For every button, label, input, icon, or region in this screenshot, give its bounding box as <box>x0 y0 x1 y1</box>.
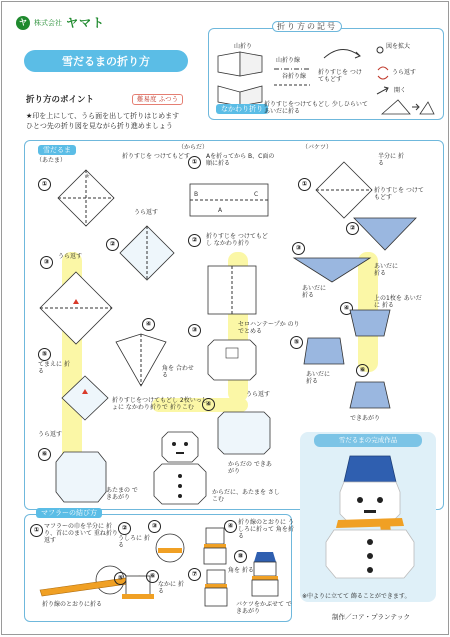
head-step-2-diagram <box>118 224 176 282</box>
company-name: ヤマト <box>66 16 106 30</box>
head-step-2-number: ② <box>106 238 119 251</box>
body-step-3-text: セロハンテープか のりでとめる <box>238 321 300 335</box>
crease-arrow-icon <box>322 42 362 62</box>
bucket-finished-diagram <box>348 380 392 410</box>
scarf-step-1-text: マフラーの巾を半分に 折り、首にのまいて 重ね折り返す <box>44 523 118 544</box>
head-step-1-text: 折りすじを つけてもどす <box>122 153 190 160</box>
head-step-2-text: うら返す <box>134 209 159 216</box>
scarf-step-7-text: 角を 折る <box>228 567 254 574</box>
turn-over-icon <box>376 66 390 80</box>
svg-text:★: ★ <box>84 172 91 180</box>
legend-open: 開く <box>394 87 407 94</box>
bucket-step-2-text: 折りすじを つけてもどす <box>374 187 424 201</box>
legend-mountain-fold: 山折り <box>234 43 253 50</box>
scarf-step-3-number: ③ <box>148 520 161 533</box>
head-step-4-number: ④ <box>142 318 155 331</box>
section-main: 雪だるま <box>38 145 76 155</box>
logo-mark-icon: ヤ <box>16 16 30 30</box>
legend-valley-line: 谷折り線 <box>282 73 307 80</box>
assembled-snowman-diagram <box>152 430 208 506</box>
scarf-step-7-number: ⑦ <box>188 568 201 581</box>
head-step-5-number: ⑤ <box>38 348 51 361</box>
body-label-b: B <box>194 191 199 198</box>
body-step-1-number: ① <box>188 156 201 169</box>
bucket-step-4-text: 上の1枚を あいだに 折る <box>374 295 422 309</box>
scarf-step-2-text: うしろに 折る <box>118 535 150 549</box>
company-logo <box>16 14 105 31</box>
instruction-sheet <box>1 1 449 635</box>
legend-enlarge: 図を拡大 <box>386 43 411 50</box>
section-body: （からだ） <box>178 144 209 151</box>
body-step-1-text: Aを折ってから B、C面の順に折る <box>206 153 275 167</box>
bucket-step-1-diagram <box>314 160 374 220</box>
point-line-2: ひとつ先の折り図を見ながら折り進めましょう <box>26 122 173 130</box>
scarf-step-6-text: なかに 折る <box>158 581 184 595</box>
body-step-1-diagram <box>188 182 270 218</box>
scarf-step-8-number: ⑧ <box>234 550 247 563</box>
assemble-text: からだに、あたまを さしこむ <box>212 489 280 503</box>
enlarge-icon <box>376 46 384 54</box>
photo-title: 雪だるまの完成作品 <box>314 434 422 447</box>
scarf-step-1-number: ① <box>30 524 43 537</box>
head-step-1-diagram <box>56 168 116 228</box>
mountain-line-icon <box>274 68 310 70</box>
bucket-step-3-diagram <box>292 256 372 284</box>
section-head: （あたま） <box>36 157 67 164</box>
scarf-fold-line-text: 折り線のとおりに折る <box>42 601 103 608</box>
legend-inside-reverse-desc: 折りすじをつけてもどし 少しひらいて あいだに折る <box>264 101 368 115</box>
scarf-step-6-number: ⑥ <box>146 570 159 583</box>
scarf-step-4-text: 折り線のとおりに うしろに折って 角を折る <box>238 519 294 540</box>
head-step-3-number: ③ <box>40 256 53 269</box>
bucket-step-2-diagram <box>352 216 418 252</box>
bucket-step-2-number: ② <box>346 222 359 235</box>
company-prefix: 株式会社 <box>34 18 62 27</box>
head-step-1-number: ① <box>38 178 51 191</box>
head-finished-text: あたまの できあがり <box>106 487 138 501</box>
body-label-a: A <box>218 207 223 214</box>
bucket-step-3-number: ③ <box>292 242 305 255</box>
scarf-step-2-diagram <box>152 530 188 566</box>
inside-reverse-fold-icon <box>380 98 436 116</box>
legend-inside-reverse: なかわり折り <box>216 104 268 114</box>
bucket-step-4-number: ④ <box>340 302 353 315</box>
scarf-step-3-diagram <box>200 526 230 566</box>
head-step-5-diagram <box>60 374 110 422</box>
valley-line-icon <box>274 84 310 86</box>
head-step-7-text: 折りすじをつけてもどし 2枚いっしょに なかわり折りで 折りこむ <box>112 397 208 411</box>
body-label-c: C <box>254 191 259 198</box>
scarf-step-4-number: ④ <box>224 520 237 533</box>
body-step-4-number: ④ <box>202 398 215 411</box>
legend-mountain-fold-icon <box>216 50 266 78</box>
head-step-6-text: 角を 合わせる <box>162 365 194 379</box>
body-step-3-number: ③ <box>188 324 201 337</box>
legend-crease-unfold: 折りすじを つけてもどす <box>318 69 362 83</box>
body-step-2-text: 折りすじを つけてもどし なかわり折り <box>206 233 268 247</box>
difficulty-badge: 難易度 ふつう <box>132 94 183 105</box>
bucket-step-1-number: ① <box>298 178 311 191</box>
legend-title: 折り方の記号 <box>272 21 342 32</box>
legend-mountain-line: 山折り線 <box>276 57 301 64</box>
scarf-step-7-diagram <box>202 568 230 608</box>
head-step-3-text: うら返す <box>58 253 83 260</box>
bucket-step-3b-text: あいだに 折る <box>302 285 327 299</box>
bucket-step-5-number: ⑤ <box>290 336 303 349</box>
finished-snowman-illustration <box>320 452 416 582</box>
scarf-step-8-text: バケツをかぶせて できあがり <box>236 601 292 615</box>
points-title: 折り方のポイント <box>26 95 95 105</box>
head-step-4-diagram <box>114 332 168 388</box>
page-title: 雪だるまの折り方 <box>24 50 188 72</box>
section-scarf: マフラーの結び方 <box>36 508 102 518</box>
head-step-5-text: てまえに 折る <box>38 361 70 375</box>
body-finished-text: からだの できあがり <box>228 461 272 475</box>
point-line-1: ★印を上にして、うら面を出して折りはじめます <box>26 112 180 120</box>
body-step-2-number: ② <box>188 234 201 247</box>
scarf-step-5-number: ⑤ <box>114 572 127 585</box>
open-arrow-icon <box>376 86 390 96</box>
bucket-step-6-number: ⑥ <box>356 364 369 377</box>
bucket-step-3-text: あいだに 折る <box>374 263 399 277</box>
bucket-step-4-diagram <box>348 308 392 338</box>
bucket-finished-text: できあがり <box>350 415 381 422</box>
head-step-8-text: うら返す <box>38 431 63 438</box>
section-bucket: （バケツ） <box>302 144 332 151</box>
head-step-3-diagram <box>38 270 114 346</box>
photo-note: ※中よりに立てて 飾ることができます。 <box>302 593 411 600</box>
body-step-3-diagram <box>206 338 258 382</box>
body-step-2-diagram <box>206 264 258 316</box>
scarf-step-2-number: ② <box>118 522 131 535</box>
bucket-step-1-text: 半分に 折る <box>378 153 404 167</box>
body-finished-diagram <box>216 410 272 456</box>
legend-turn-over: うら返す <box>392 69 417 76</box>
bucket-step-5-diagram <box>302 336 346 366</box>
head-step-6-number: ⑥ <box>38 448 51 461</box>
scarf-finished-diagram <box>248 550 282 598</box>
bucket-step-5-text: あいだに 折る <box>306 371 331 385</box>
body-step-turn-text: うら返す <box>246 391 271 398</box>
head-finished-diagram <box>54 450 108 504</box>
credit: 制作／コア・プランテック <box>332 613 410 621</box>
